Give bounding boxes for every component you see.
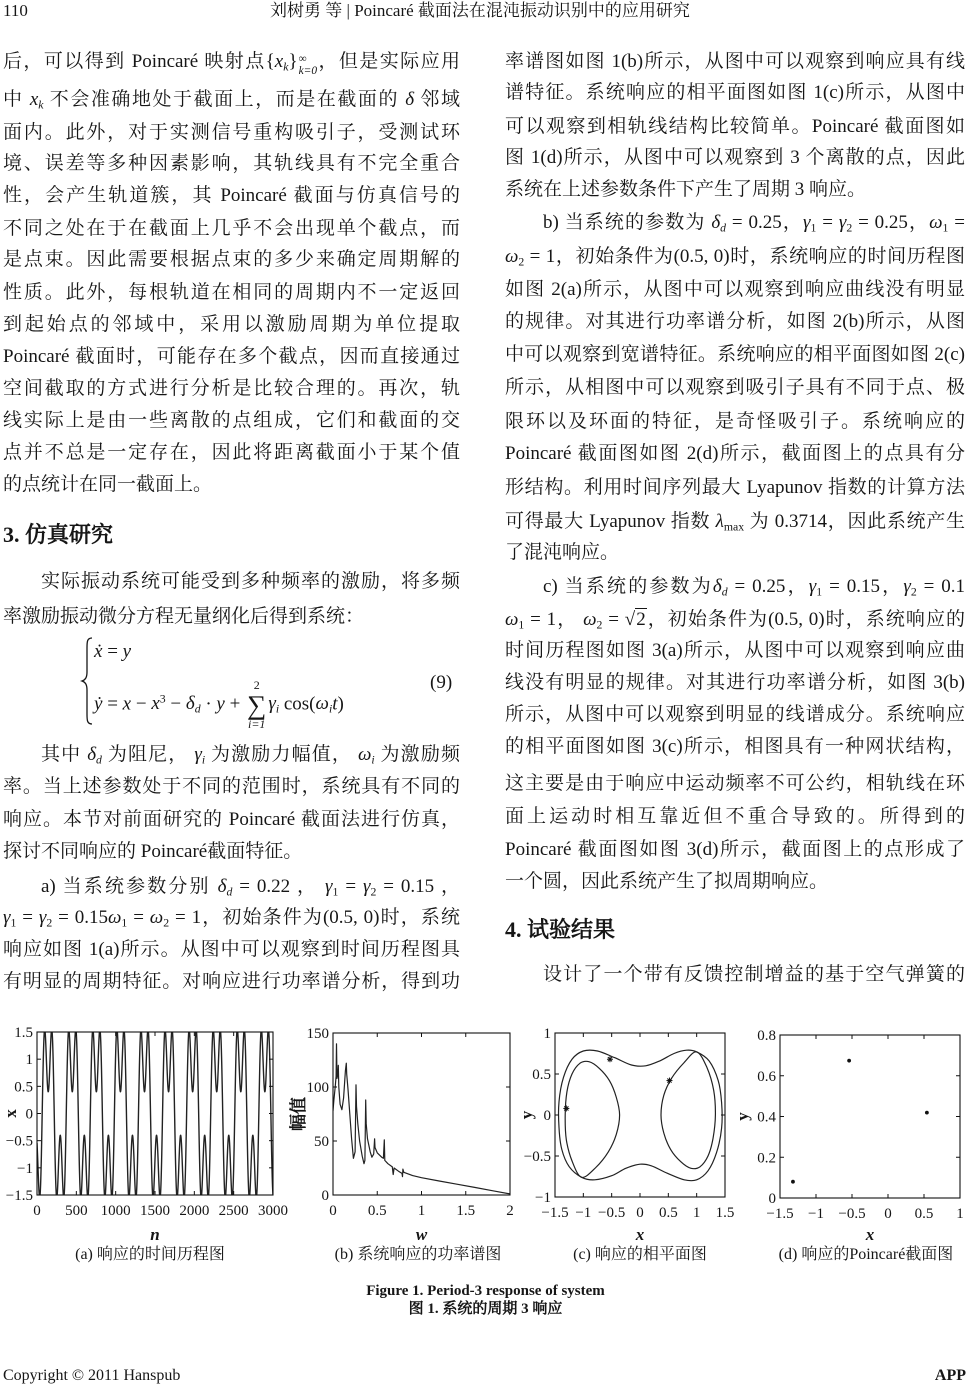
body-line: 面内。此外，对于实测信号重构吸引子，受测试环 — [3, 122, 460, 143]
body-line: 这主要是由于响应中运动频率不可公约，相轨线在环 — [505, 773, 965, 794]
math-symbol — [809, 576, 822, 597]
body-line: c) 当系统的参数为δd = 0.25，γ1 = 0.15，γ2 = 0.1 — [543, 576, 966, 599]
asterisk-marker — [563, 1105, 569, 1111]
body-line: 线实际上是由一些离散的点组成，它们和截面的交 — [3, 410, 460, 431]
x-tick-label: 0 — [636, 1205, 644, 1221]
math-base: ω — [505, 609, 519, 630]
math-base: ω — [505, 246, 519, 267]
y-tick-label: −0.5 — [5, 1133, 33, 1150]
subscript: k — [38, 98, 44, 112]
y-tick-label: −1 — [17, 1160, 33, 1177]
sum-lower-limit: i=1 — [247, 717, 266, 731]
subfigure-caption-c: (c) 响应的相平面图 — [573, 1246, 707, 1263]
body-line: 的相平面图如图 3(c)所示，相图具有一种网状结构， — [505, 736, 965, 757]
math-symbol — [332, 693, 337, 714]
body-line: 不同之处在于在截面上几乎不会出现单个截点，而 — [3, 218, 460, 239]
body-line: 中可以观察到宽谱特征。系统响应的相平面图如图 2(c) — [505, 344, 965, 365]
math-symbol — [218, 876, 233, 897]
sum-upper-limit: 2 — [253, 678, 260, 692]
math-base: δ — [711, 212, 721, 233]
subplot-c — [517, 1026, 734, 1244]
math-base: y — [216, 693, 225, 715]
y-tick-label: −0.5 — [523, 1149, 551, 1165]
plot-area — [333, 1044, 510, 1194]
copyright-notice: Copyright © 2011 Hanspub — [3, 1367, 181, 1384]
subscript: 1 — [942, 221, 949, 235]
math-symbol — [268, 693, 279, 714]
plot-frame — [333, 1033, 510, 1195]
x-tick-label: 1.5 — [715, 1205, 735, 1221]
math-base: γ — [808, 576, 817, 597]
subscript: i — [371, 753, 375, 767]
asterisk-marker — [607, 1056, 613, 1062]
math-base: λ — [715, 511, 724, 532]
math-base: γ — [194, 744, 202, 765]
math-base: } — [288, 51, 298, 72]
subscript: 1 — [810, 221, 817, 235]
poincare-point — [791, 1180, 795, 1184]
subscript: 2 — [370, 885, 377, 899]
subscript: 1 — [10, 916, 17, 930]
x-axis-label: x — [635, 1225, 645, 1244]
body-line: 一个圆，因此系统产生了拟周期响应。 — [505, 871, 829, 892]
math-base: ω — [149, 907, 164, 928]
figure-caption-chinese: 图 1. 系统的周期 3 响应 — [408, 1301, 563, 1317]
x-tick-label: 0.5 — [658, 1205, 678, 1221]
x-tick-label: 1000 — [100, 1203, 131, 1219]
equation-brace — [80, 636, 94, 726]
superscript: ∞ — [298, 52, 307, 65]
math-base: γ — [802, 212, 811, 233]
y-tick-label: 0 — [321, 1188, 329, 1204]
y-tick-label: 0.5 — [532, 1067, 551, 1083]
x-axis-label: x — [865, 1225, 875, 1244]
x-tick-label: 1 — [417, 1203, 426, 1219]
body-line: 的规律。对其进行功率谱分析，如图 2(b)所示，从图 — [505, 311, 965, 332]
x-tick-label: −0.5 — [598, 1205, 626, 1221]
body-line: Poincaré 截面时，可能存在多个截点，因而直接通过 — [3, 346, 460, 367]
math-base: δ — [405, 89, 415, 110]
body-line: 是点束。因此需要根据点束的多少来确定周期解的 — [3, 249, 460, 270]
x-tick-label: −1.5 — [541, 1205, 569, 1221]
body-line: 性质。此外，每根轨道在相同的周期内不一定返回 — [3, 282, 460, 303]
math-symbol — [123, 693, 131, 714]
y-axis-label: y — [516, 1110, 536, 1120]
body-line: 时间历程图如图 3(a)所示，从图中可以观察到响应曲 — [505, 640, 965, 661]
y-tick-label: 50 — [314, 1134, 329, 1150]
series-line-right-inner-loop — [661, 1052, 715, 1169]
math-base: t — [332, 693, 338, 715]
radicand: 2 — [636, 609, 646, 630]
body-line: 中 xk 不会准确地处于截面上，而是在截面的 δ 邻域 — [3, 89, 460, 112]
body-line: a) 当系统参数分别 δd = 0.22 ， γ1 = γ2 = 0.15 ， — [41, 876, 461, 899]
math-symbol — [151, 693, 165, 714]
x-tick-label: −0.5 — [838, 1206, 866, 1222]
x-tick-label: 2 — [506, 1203, 514, 1219]
body-line: 空间截取的方式进行分析是比较合理的。再次，轨 — [3, 378, 460, 399]
x-tick-label: 2000 — [179, 1203, 210, 1219]
math-base: x — [29, 89, 39, 110]
running-title: 刘树勇 等 | Poincaré 截面法在混沌振动识别中的应用研究 — [270, 1, 690, 20]
subscript: k=0 — [298, 64, 318, 77]
x-tick-label: 0.5 — [914, 1206, 934, 1222]
body-line: 的点统计在同一截面上。 — [3, 474, 213, 495]
y-tick-label: −1 — [535, 1190, 551, 1206]
math-symbol — [405, 89, 414, 110]
subscript: d — [96, 753, 102, 767]
x-tick-label: 1 — [956, 1206, 964, 1222]
body-line: 所示，从图中可以观察到明显的线谱成分。系统响应 — [505, 704, 965, 725]
math-symbol — [108, 907, 127, 928]
x-tick-label: 3000 — [258, 1203, 288, 1219]
math-symbol — [3, 907, 16, 928]
math-symbol — [325, 876, 338, 897]
math-base: ẋ — [94, 641, 103, 662]
math-base: δ — [217, 876, 227, 897]
radical-sign-icon: √ — [624, 609, 636, 630]
body-line: 性，会产生轨道簇，其 Poincaré 截面与仿真信号的 — [3, 185, 460, 206]
math-base: γ — [3, 907, 11, 928]
subscript: 2 — [518, 255, 525, 269]
math-symbol — [150, 907, 169, 928]
summation-symbol — [247, 679, 266, 731]
math-symbol — [583, 609, 602, 630]
x-tick-label: 0 — [329, 1203, 337, 1219]
math-symbol — [186, 693, 201, 714]
x-tick-label: 0.5 — [367, 1203, 387, 1219]
body-line: 响应如图 1(a)所示。从图中可以观察到时间历程图具 — [3, 939, 460, 960]
math-symbol — [39, 907, 52, 928]
math-base: ω — [315, 693, 329, 715]
x-tick-label: 1 — [692, 1205, 701, 1221]
body-line: 率激励振动微分方程无量纲化后得到系统： — [3, 606, 365, 627]
section-heading-4: 4. 试验结果 — [505, 917, 616, 942]
series-line-power-spectrum — [333, 1044, 510, 1194]
figure-caption-english: Figure 1. Period-3 response of system — [366, 1283, 605, 1299]
subscript: 2 — [596, 618, 603, 632]
math-base: ω — [357, 744, 372, 765]
math-symbol — [711, 212, 726, 233]
math-base: y — [122, 641, 132, 662]
math-base: x — [122, 693, 132, 715]
subplot-b — [288, 1026, 514, 1244]
plot-frame — [555, 1033, 725, 1197]
y-tick-label: 1.5 — [14, 1025, 33, 1041]
x-tick-label: −1 — [808, 1206, 824, 1222]
math-symbol — [288, 51, 318, 77]
sigma-icon: ∑ — [247, 690, 267, 720]
x-tick-label: 0 — [33, 1203, 41, 1219]
y-tick-label: 0.6 — [757, 1068, 776, 1085]
journal-abbreviation: APP — [934, 1367, 966, 1384]
series-line-x — [37, 1029, 273, 1197]
body-line: 率。当上述参数处于不同的范围时，系统具有不同的 — [3, 776, 460, 797]
x-tick-label: −1.5 — [766, 1206, 794, 1222]
math-base: δ — [87, 744, 97, 765]
body-line: 境、误差等多种因素影响，其轨线具有不完全重合 — [3, 153, 460, 174]
y-axis-label: 幅值 — [288, 1097, 308, 1131]
subfigure-caption-d: (d) 响应的Poincaré截面图 — [778, 1246, 954, 1263]
math-base: x — [151, 693, 160, 715]
math-symbol — [30, 89, 44, 110]
section-heading-3: 3. 仿真研究 — [3, 522, 114, 547]
math-symbol — [87, 744, 102, 765]
math-base: γ — [38, 907, 47, 928]
subscript: i — [328, 702, 333, 716]
math-base: γ — [268, 693, 276, 715]
math-symbol — [929, 212, 948, 233]
poincare-point — [925, 1111, 929, 1115]
y-tick-label: 0.2 — [757, 1150, 776, 1167]
math-symbol — [194, 744, 205, 765]
y-axis-label: x — [0, 1109, 20, 1118]
y-tick-label: 0.8 — [757, 1028, 776, 1044]
body-line: 探讨不同响应的 Poincaré截面特征。 — [3, 841, 303, 862]
x-tick-label: 500 — [65, 1203, 88, 1219]
math-base: γ — [838, 212, 847, 233]
math-base: γ — [903, 576, 911, 597]
body-line: 设计了一个带有反馈控制增益的基于空气弹簧的 — [543, 964, 965, 985]
poincare-point — [847, 1059, 851, 1063]
plot-frame — [780, 1035, 960, 1198]
math-base: δ — [712, 576, 722, 597]
math-base: γ — [325, 876, 333, 897]
math-symbol — [316, 693, 333, 714]
y-tick-label: 1 — [543, 1026, 551, 1042]
y-tick-label: 0 — [768, 1191, 776, 1207]
body-line: 了混沌响应。 — [505, 542, 620, 563]
y-tick-label: 0 — [25, 1106, 33, 1123]
body-line: Poincaré 截面图如图 2(d)所示，截面图上的点具有分 — [505, 443, 965, 464]
subscript: k — [283, 60, 289, 74]
y-tick-label: −1.5 — [5, 1188, 33, 1204]
math-base: ω — [583, 609, 597, 630]
y-tick-label: 100 — [306, 1080, 329, 1096]
superscript: 3 — [159, 692, 166, 706]
x-tick-label: 1.5 — [456, 1203, 476, 1219]
math-symbol — [358, 744, 375, 765]
body-line: 响应。本节对前面研究的 Poincaré 截面法进行仿真， — [3, 809, 460, 830]
subscript: 1 — [332, 885, 339, 899]
equation-line: ẋ = y — [94, 641, 132, 662]
body-line: γ1 = γ2 = 0.15ω1 = ω2 = 1，初始条件为(0.5, 0)时，系统 — [3, 907, 461, 930]
x-tick-label: −1 — [575, 1205, 592, 1221]
math-symbol — [803, 212, 816, 233]
math-symbol — [903, 576, 916, 597]
x-tick-label: 0 — [884, 1206, 892, 1222]
y-tick-label: 0.5 — [14, 1079, 33, 1096]
body-line: 系统在上述参数条件下产生了周期 3 响应。 — [505, 179, 867, 200]
body-line: 后，可以得到 Poincaré 映射点{xk} ∞ k=0 ，但是实际应用 — [3, 51, 460, 77]
math-symbol — [216, 693, 224, 714]
subscript: 1 — [518, 618, 525, 632]
math-base: γ — [362, 876, 371, 897]
y-tick-label: 0.4 — [757, 1109, 776, 1126]
body-line: 线没有明显的规律。对其进行功率谱分析，如图 3(b) — [505, 672, 965, 693]
body-line: ω1 = 1， ω2 = √2，初始条件为(0.5, 0)时，系统响应的 — [505, 609, 966, 632]
subscript: i — [275, 702, 280, 716]
subfigure-caption-b: (b) 系统响应的功率谱图 — [334, 1246, 502, 1263]
math-symbol — [275, 51, 289, 72]
x-tick-label: 1500 — [140, 1203, 170, 1219]
subscript: d — [720, 221, 727, 235]
math-symbol — [123, 641, 131, 662]
subplot-a — [1, 1025, 288, 1244]
subscript: d — [226, 885, 233, 899]
series-line-outer-loop — [559, 1050, 723, 1181]
math-base: ω — [108, 907, 122, 928]
math-symbol — [505, 246, 524, 267]
square-root — [625, 608, 647, 630]
body-line: 实际振动系统可能受到多种频率的激励，将多频 — [41, 571, 460, 592]
body-line: 限环以及环面的特征，是奇怪吸引子。系统响应的 — [505, 411, 965, 432]
body-line: 点并不总是一定存在，因此将距离截面小于某个值 — [3, 442, 460, 463]
math-symbol — [716, 511, 745, 532]
body-line: ω2 = 1，初始条件为(0.5, 0)时，系统响应的时间历程图 — [505, 246, 965, 269]
body-line: 可以观察到相轨线结构比较简单。Poincaré 截面图如 — [505, 116, 965, 137]
y-axis-label: y — [732, 1112, 752, 1121]
math-base: x — [274, 51, 284, 72]
subfigure-caption-a: (a) 响应的时间历程图 — [75, 1246, 225, 1263]
math-base: ẏ — [94, 693, 103, 715]
plot-area — [37, 1029, 273, 1197]
math-symbol — [94, 641, 102, 662]
subscript: 2 — [846, 221, 853, 235]
subscript: d — [194, 702, 201, 716]
subplot-d — [733, 1028, 964, 1244]
equation-number: (9) — [430, 672, 453, 693]
math-symbol — [839, 212, 852, 233]
x-axis-label: n — [150, 1225, 160, 1244]
y-tick-label: 1 — [25, 1052, 33, 1069]
body-line: 其中 δd 为阻尼， γi 为激励力幅值， ωi 为激励频 — [41, 744, 460, 767]
math-base: δ — [185, 693, 195, 715]
page-number: 110 — [3, 1, 28, 20]
plot-frame — [37, 1032, 273, 1195]
equation-line: ẏ = $x - x^3 - \delta d \cdot y$ + 2 ∑ i=1 γi cos(ωit) — [94, 678, 344, 731]
body-line: 率谱图如图 1(b)所示，从图中可以观察到响应具有线 — [505, 51, 965, 72]
math-symbol — [505, 609, 524, 630]
math-symbol — [94, 693, 102, 714]
math-base: ω — [929, 212, 943, 233]
subscript: 1 — [816, 585, 823, 599]
y-tick-label: 150 — [306, 1026, 329, 1042]
body-line: b) 当系统的参数为 δd = 0.25，γ1 = γ2 = 0.25，ω1 = — [543, 212, 966, 235]
body-line: 谱特征。系统响应的相平面图如图 1(c)所示，从图中 — [505, 82, 965, 103]
subscript: max — [723, 520, 745, 534]
plot-area — [791, 1059, 929, 1184]
series-line-left-inner-loop — [565, 1061, 619, 1177]
script-stack — [299, 54, 317, 78]
subscript: i — [201, 753, 206, 767]
body-line: 图 1(d)所示，从图中可以观察到 3 个离散的点，因此 — [505, 147, 965, 168]
subscript: 2 — [46, 916, 53, 930]
subscript: 1 — [121, 916, 128, 930]
subscript: d — [721, 585, 728, 599]
subscript: 2 — [910, 585, 917, 599]
asterisk-marker — [666, 1078, 672, 1084]
subscript: 2 — [163, 916, 170, 930]
body-line: 有明显的周期特征。对响应进行功率谱分析，得到功 — [3, 971, 460, 992]
body-line: 如图 2(a)所示，从图中可以观察到响应曲线没有明显 — [505, 279, 965, 300]
body-line: 到起始点的邻域中，采用以激励周期为单位提取 — [3, 314, 460, 335]
y-tick-label: 0 — [543, 1108, 551, 1124]
math-symbol — [363, 876, 376, 897]
math-symbol — [713, 576, 728, 597]
body-line: 形结构。利用时间序列最大 Lyapunov 指数的计算方法 — [505, 477, 965, 498]
x-axis-label: w — [415, 1225, 428, 1244]
x-tick-label: 2500 — [218, 1203, 249, 1219]
body-line: 所示，从相图中可以观察到吸引子具有不同于点、极 — [505, 377, 965, 398]
body-line: 可得最大 Lyapunov 指数 λmax 为 0.3714，因此系统产生 — [505, 511, 965, 534]
body-line: 面上运动时相互靠近但不重合导致的。所得到的 — [505, 806, 965, 827]
plot-area — [559, 1050, 723, 1181]
body-line: Poincaré 截面图如图 3(d)所示，截面图上的点形成了 — [505, 839, 965, 860]
